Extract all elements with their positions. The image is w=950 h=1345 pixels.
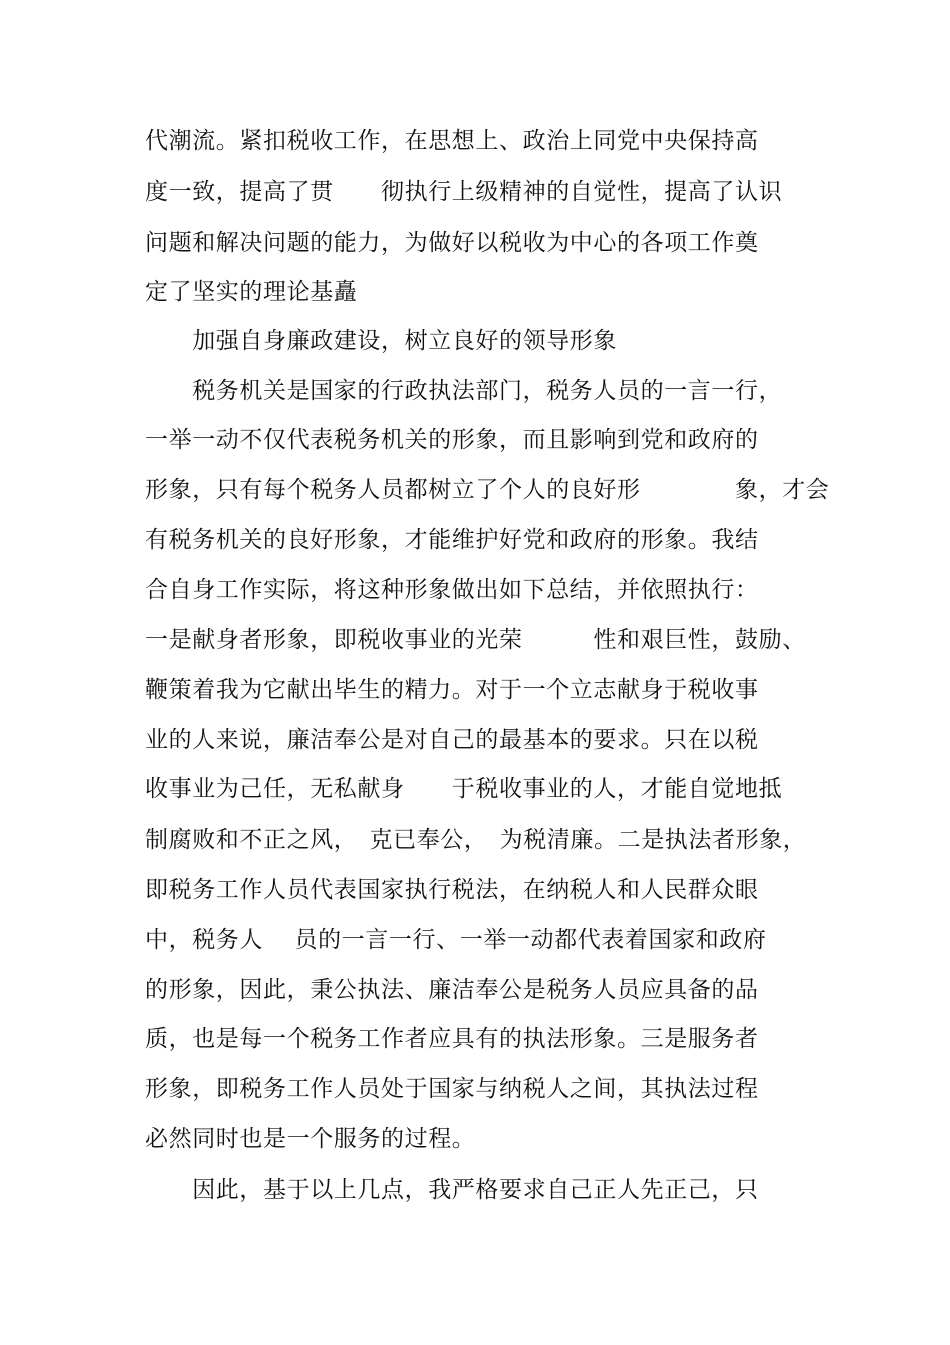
- text-line: 质，也是每一个税务工作者应具有的执法形象。三是服务者: [145, 1026, 759, 1052]
- text-line: 合自身工作实际，将这种形象做出如下总结，并依照执行：: [145, 577, 759, 603]
- text-line: 业的人来说，廉洁奉公是对自己的最基本的要求。只在以税: [145, 727, 759, 753]
- text-line: 定了坚实的理论基矗: [145, 279, 358, 305]
- text-line: 一举一动不仅代表税务机关的形象，而且影响到党和政府的: [145, 427, 759, 453]
- text-line: 即税务工作人员代表国家执行税法，在纳税人和人民群众眼: [145, 877, 759, 903]
- text-line: 问题和解决问题的能力，为做好以税收为中心的各项工作奠: [145, 230, 759, 256]
- text-line: 度一致，提高了贯 彻执行上级精神的自觉性，提高了认识: [145, 179, 783, 205]
- text-line: 制腐败和不正之风， 克已奉公， 为税清廉。二是执法者形象，: [145, 827, 807, 853]
- text-line: 代潮流。紧扣税收工作，在思想上、政治上同党中央保持高: [145, 128, 759, 154]
- text-line: 收事业为己任，无私献身 于税收事业的人，才能自觉地抵: [145, 776, 783, 802]
- section-heading: 加强自身廉政建设，树立良好的领导形象: [145, 328, 617, 354]
- text-line: 一是献身者形象，即税收事业的光荣 性和艰巨性，鼓励、: [145, 627, 806, 653]
- text-line: 鞭策着我为它献出毕生的精力。对于一个立志献身于税收事: [145, 677, 759, 703]
- text-line: 有税务机关的良好形象，才能维护好党和政府的形象。我结: [145, 527, 759, 553]
- text-line: 必然同时也是一个服务的过程。: [145, 1126, 476, 1152]
- text-line: 形象，即税务工作人员处于国家与纳税人之间，其执法过程: [145, 1076, 759, 1102]
- text-line: 的形象，因此，秉公执法、廉洁奉公是税务人员应具备的品: [145, 977, 759, 1003]
- text-line: 中，税务人 员的一言一行、一举一动都代表着国家和政府: [145, 927, 767, 953]
- text-line: 因此，基于以上几点，我严格要求自己正人先正己，只: [145, 1177, 759, 1203]
- text-line: 税务机关是国家的行政执法部门，税务人员的一言一行，: [145, 378, 783, 404]
- text-line: 形象，只有每个税务人员都树立了个人的良好形 象，才会: [145, 477, 830, 503]
